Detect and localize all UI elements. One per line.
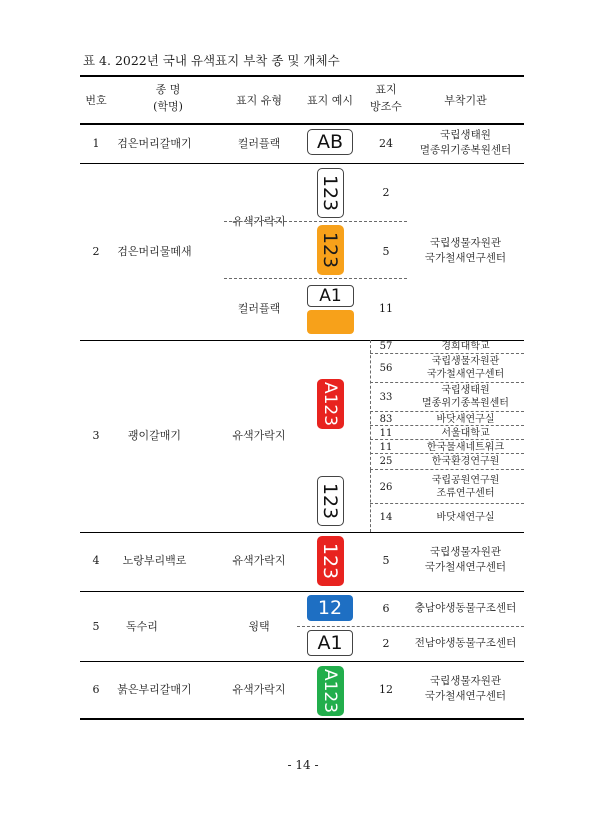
row2-no: 2 [92, 245, 100, 258]
header-count: 표지 [375, 83, 397, 96]
row1-count: 24 [379, 137, 393, 150]
table-top-rule [80, 75, 524, 77]
row3-org-6: 한국물새네트워크 [426, 442, 505, 453]
table-caption: 표 4. 2022년 국내 유색표지 부착 종 및 개체수 [83, 53, 340, 68]
row4-org-line1: 국립생물자원관 [429, 546, 501, 558]
row3-divider-3 [370, 411, 524, 412]
row4-species: 노랑부리백로 [122, 554, 187, 567]
row4-no: 4 [92, 554, 100, 567]
row3-org-1: 경희대학교 [441, 341, 490, 352]
row5-no: 5 [92, 620, 100, 633]
row5-org-white: 전남야생동물구조센터 [414, 637, 517, 649]
row2-count-ring-white: 2 [382, 186, 390, 199]
header-rule [80, 123, 524, 125]
row3-org-2-line2: 국가철새연구센터 [426, 369, 505, 380]
row3-org-8-line1: 국립공원연구원 [431, 475, 500, 486]
row6-no: 6 [92, 683, 100, 696]
row2-divider-ring [224, 221, 407, 222]
row3-vdivider-a [370, 340, 371, 470]
row3-divider-8 [370, 503, 524, 504]
row4-bottom-rule [80, 591, 524, 592]
row3-count-7: 25 [379, 456, 393, 467]
row3-count-5: 11 [379, 428, 393, 439]
row3-divider-1 [370, 353, 524, 354]
row3-no: 3 [92, 429, 100, 442]
row3-vdivider-b [370, 470, 371, 532]
tag-example-ring-green: A123 [317, 666, 344, 716]
header-tag-type: 표지 유형 [235, 94, 282, 107]
row2-divider-flag [224, 278, 407, 279]
row3-species: 괭이갈매기 [127, 429, 182, 442]
row5-species: 독수리 [126, 620, 158, 633]
row6-species: 붉은부리갈매기 [117, 683, 192, 696]
header-org: 부착기관 [444, 94, 487, 107]
tag-example-flag-a1: A1 [307, 285, 354, 307]
row3-divider-4 [370, 425, 524, 426]
row6-tag-type: 유색가락지 [232, 683, 286, 696]
row3-org-3-line2: 멸종위기종복원센터 [422, 398, 509, 409]
row5-divider [297, 626, 524, 627]
row2-tag-type-flag: 컬러플랙 [237, 302, 281, 315]
row3-count-6: 11 [379, 442, 393, 453]
row4-org-line2: 국가철새연구센터 [424, 561, 507, 573]
row3-org-3-line1: 국립생태원 [441, 385, 490, 396]
row1-species: 검은머리갈매기 [117, 137, 192, 150]
tag-example-ring-white-2: 123 [317, 476, 344, 526]
row5-count-white: 2 [382, 637, 390, 650]
row3-count-1: 57 [379, 341, 393, 352]
row1-bottom-rule [80, 163, 524, 164]
row2-species: 검은머리물떼새 [117, 245, 192, 258]
row3-org-9: 바닷새연구실 [436, 512, 495, 523]
header-species-scientific: (학명) [153, 100, 183, 113]
row3-tag-type: 유색가락지 [232, 429, 286, 442]
tag-example-flag-orange-swatch [307, 310, 354, 334]
row2-org-line2: 국가철새연구센터 [424, 252, 507, 264]
row5-org-blue: 충남야생동물구조센터 [414, 602, 517, 614]
row2-count-flag: 11 [379, 302, 393, 315]
tag-example-flag-ab: AB [307, 129, 353, 155]
row1-org-line1: 국립생태원 [440, 129, 491, 141]
page-number: - 14 - [287, 758, 319, 772]
row6-org-line1: 국립생물자원관 [429, 675, 501, 687]
tag-example-ring-red: A123 [317, 379, 344, 429]
row3-bottom-rule [80, 532, 524, 533]
header-count-sub: 방조수 [370, 100, 402, 113]
row1-no: 1 [92, 137, 100, 150]
row3-divider-6 [370, 453, 524, 454]
row5-count-blue: 6 [382, 602, 390, 615]
row3-org-5: 서울대학교 [441, 428, 490, 439]
row2-count-ring-orange: 5 [382, 245, 390, 258]
header-no: 번호 [85, 94, 107, 107]
table-bottom-rule [80, 718, 524, 720]
row3-count-9: 14 [379, 512, 393, 523]
row3-count-2: 56 [379, 363, 393, 374]
row2-tag-type-ring: 유색가락지 [232, 215, 286, 228]
row3-org-4: 바닷새연구실 [436, 414, 495, 425]
row4-tag-type: 유색가락지 [232, 554, 286, 567]
header-tag-example: 표지 예시 [306, 94, 353, 107]
row3-count-4: 83 [379, 414, 393, 425]
row3-org-7: 한국환경연구원 [431, 456, 500, 467]
tag-example-wing-white: A1 [307, 630, 353, 656]
row3-divider-5 [370, 439, 524, 440]
row5-tag-type: 윙택 [248, 620, 270, 633]
row6-org-line2: 국가철새연구센터 [424, 690, 507, 702]
tag-example-ring-orange: 123 [317, 225, 344, 275]
tag-example-ring-white: 123 [317, 168, 344, 218]
row3-divider-7 [370, 469, 524, 470]
row1-org-line2: 멸종위기종복원센터 [419, 144, 512, 156]
row5-bottom-rule [80, 661, 524, 662]
row3-count-3: 33 [379, 392, 393, 403]
tag-example-ring-red-2: 123 [317, 536, 344, 586]
header-species: 종 명 [155, 83, 181, 96]
row4-count: 5 [382, 554, 390, 567]
row2-org-line1: 국립생물자원관 [429, 237, 501, 249]
row3-divider-2 [370, 382, 524, 383]
row3-org-8-line2: 조류연구센터 [436, 488, 495, 499]
row3-org-2-line1: 국립생물자원관 [431, 356, 500, 367]
row1-tag-type: 컬러플랙 [237, 137, 281, 150]
row6-count: 12 [379, 683, 393, 696]
row3-count-8: 26 [379, 482, 393, 493]
tag-example-wing-blue: 12 [307, 595, 353, 621]
